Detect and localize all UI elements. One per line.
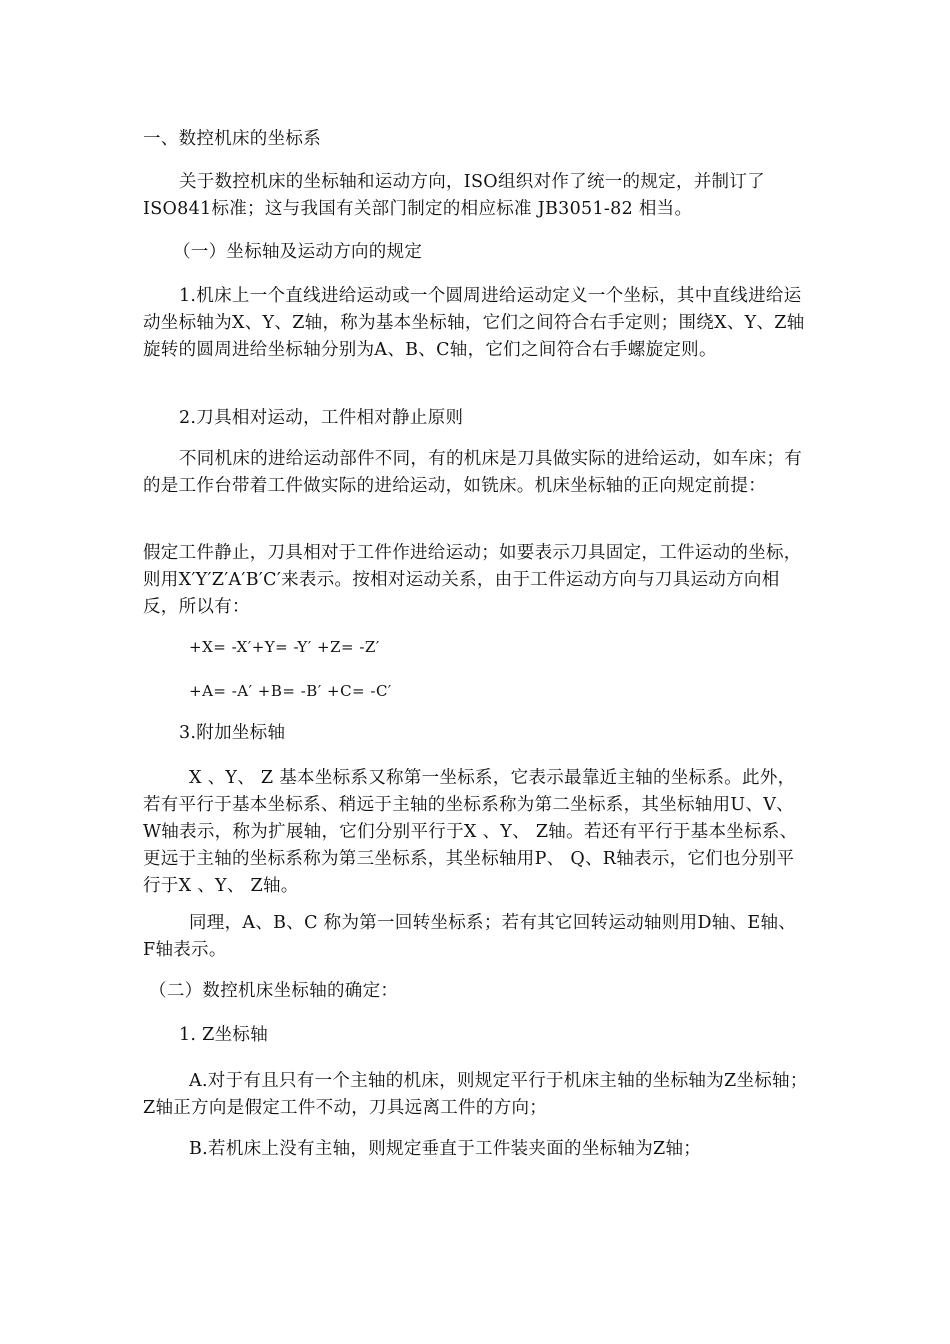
z-axis-heading: 1. Z坐标轴 [179, 1025, 269, 1045]
item-3-heading: 3.附加坐标轴 [179, 723, 286, 743]
item-2-heading: 2.刀具相对运动，工件相对静止原则 [179, 408, 464, 428]
subsection-heading: （一）坐标轴及运动方向的规定 [173, 242, 423, 262]
feed-paragraph: 不同机床的进给运动部件不同，有的机床是刀具做实际的进给运动，如车床；有的是工作台带着工件做实际的进给运动，如铣床。机床坐标轴的正向规定前提： [143, 449, 802, 496]
section-heading: 一、数控机床的坐标系 [143, 129, 321, 149]
formula-rotary: +A= -A′ +B= -B′ +C= -C′ [189, 682, 392, 700]
rotary-paragraph: 同理，A、B、C 称为第一回转坐标系；若有其它回转运动轴则用D轴、E轴、F轴表示。 [143, 913, 797, 960]
z-axis-rule-b: B.若机床上没有主轴，则规定垂直于工件装夹面的坐标轴为Z轴； [189, 1139, 702, 1159]
item-1-paragraph: 1.机床上一个直线进给运动或一个圆周进给运动定义一个坐标，其中直线进给运动坐标轴为X、Y、Z轴，称为基本坐标轴，它们之间符合右手定则；围绕X、Y、Z轴旋转的圆周进给坐标轴分别为A、B、C轴，它们之间符合右手螺旋定则。 [143, 286, 805, 360]
formula-linear: +X= -X′+Y= -Y′ +Z= -Z′ [189, 638, 380, 656]
assumption-paragraph: 假定工件静止，刀具相对于工件作进给运动；如要表示刀具固定，工件运动的坐标，则用X′Y′Z′A′B′C′来表示。按相对运动关系，由于工件运动方向与刀具运动方向相反，所以有： [143, 543, 802, 617]
extra-axes-paragraph: X 、Y、 Z 基本坐标系又称第一坐标系，它表示最靠近主轴的坐标系。此外，若有平行于基本坐标系、稍远于主轴的坐标系称为第二坐标系，其坐标轴用U、V、W轴表示，称为扩展轴，它们分别平行于X 、Y、 Z轴。若还有平行于基本坐标系、更远于主轴的坐标系称为第三坐标系，其坐标轴用P、 Q、R轴表示，它们也分别平行于X 、Y、 Z轴。 [143, 768, 798, 896]
intro-paragraph: 关于数控机床的坐标轴和运动方向，ISO组织对作了统一的规定，并制订了ISO841标准；这与我国有关部门制定的相应标准 JB3051-82 相当。 [143, 172, 765, 219]
z-axis-rule-a: A.对于有且只有一个主轴的机床，则规定平行于机床主轴的坐标轴为Z坐标轴；Z轴正方向是假定工件不动，刀具远离工件的方向； [143, 1071, 808, 1118]
subsection-heading-2: （二）数控机床坐标轴的确定： [149, 981, 399, 1001]
